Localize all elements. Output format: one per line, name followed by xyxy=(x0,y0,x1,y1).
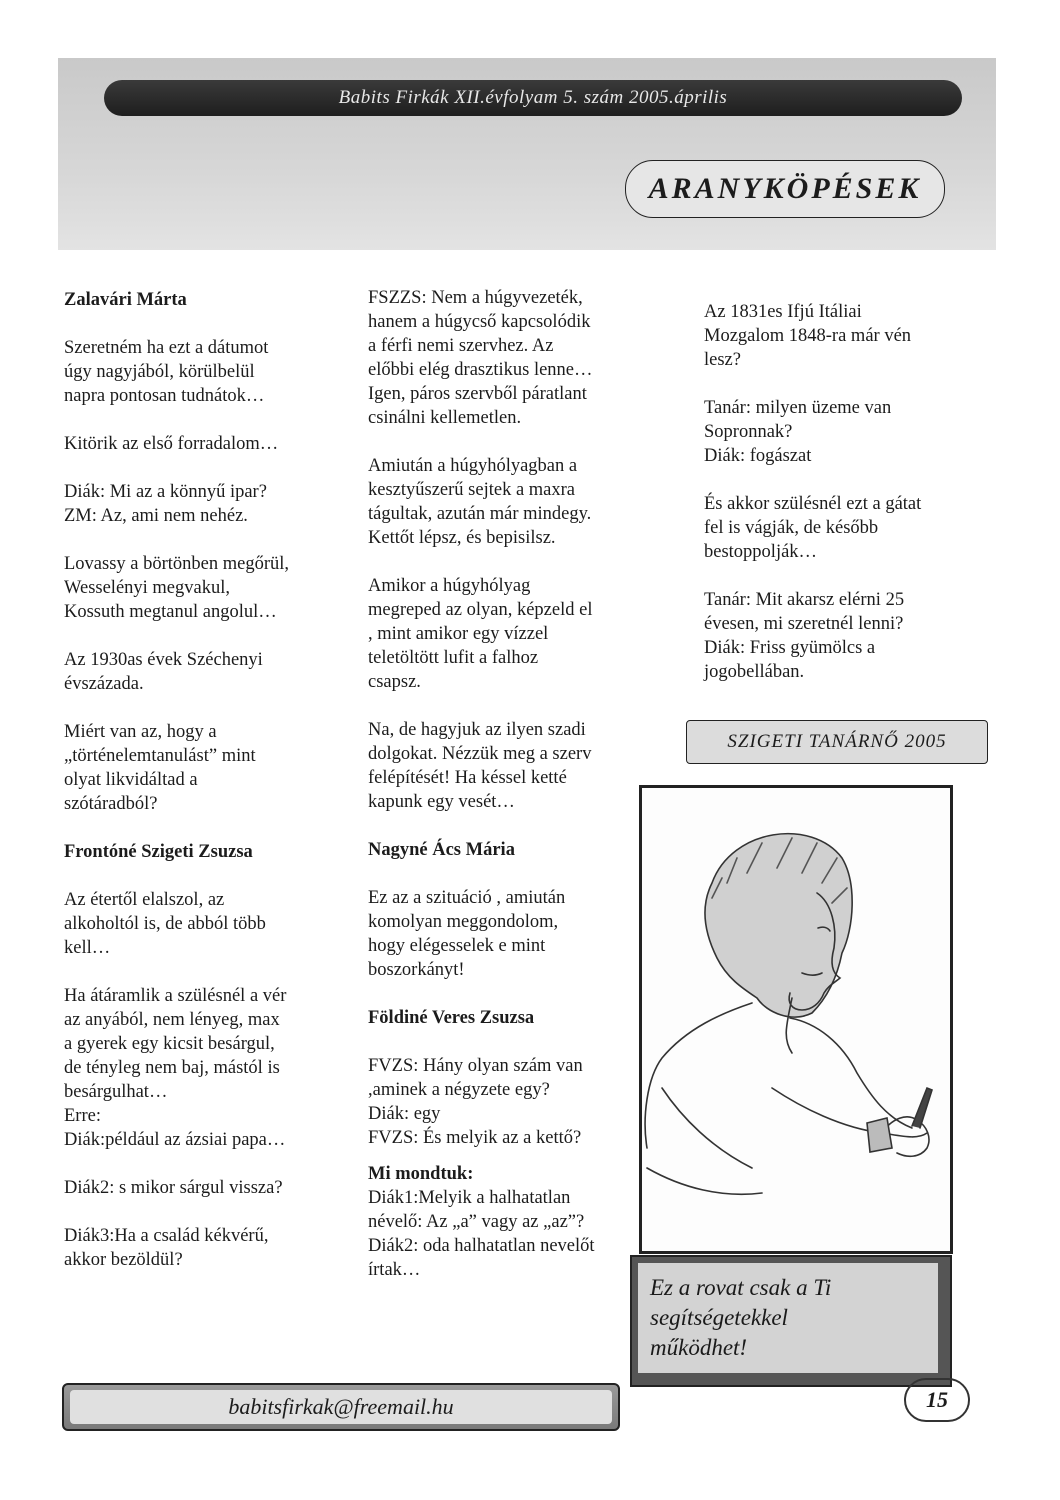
quote: Kitörik az első forradalom… xyxy=(64,434,279,454)
author-heading: Mi mondtuk: xyxy=(368,1164,474,1184)
column-middle xyxy=(368,286,638,1306)
quote: Ez az a szituáció , amiután komolyan meggondolom, hogy elégesselek e mint boszorkányt! xyxy=(368,888,566,980)
quote: Diák: Mi az a könnyű ipar? ZM: Az, ami nem nehéz. xyxy=(64,482,267,526)
author-heading: Nagyné Ács Mária xyxy=(368,840,515,860)
quote: Az 1930as évek Széchenyi évszázada. xyxy=(64,650,263,694)
quote: És akkor szülésnél ezt a gátat fel is vágják, de később bestoppolják… xyxy=(704,494,922,562)
quote: FSZZS: Nem a húgyvezeték, hanem a húgycső kapcsolódik a férfi nemi szervhez. Az előbbi elég drasztikus lenne… Igen, páros szervből páratlant csinálni kellemetlen. xyxy=(368,288,593,428)
author-heading: Földiné Veres Zsuzsa xyxy=(368,1008,535,1028)
contact-email[interactable]: babitsfirkak@freemail.hu xyxy=(70,1390,612,1424)
quote: Miért van az, hogy a „történelemtanulást” mint olyat likvidáltad a szótáradból? xyxy=(64,722,256,814)
quote: Tanár: Mit akarsz elérni 25 évesen, mi szeretnél lenni? Diák: Friss gyümölcs a jogobellában. xyxy=(704,590,905,682)
contribution-note xyxy=(638,1263,938,1373)
quote: Szeretném ha ezt a dátumot úgy nagyjából, körülbelül napra pontosan tudnátok… xyxy=(64,338,269,406)
author-heading: Frontóné Szigeti Zsuzsa xyxy=(64,842,253,862)
quote: Na, de hagyjuk az ilyen szadi dolgokat. Nézzük meg a szerv felépítését! Ha késsel ketté kapunk egy vesét… xyxy=(368,720,592,812)
quote: Ha átáramlik a szülésnél a vér az anyából, nem lényeg, max a gyerek egy kicsit besárgul, de tényleg nem baj, mástól is besárgulhat… Erre: Diák:például az ázsiai papa… xyxy=(64,986,287,1150)
column-right xyxy=(704,300,974,708)
column-left xyxy=(64,288,334,1296)
quote: Amiután a húgyhólyagban a kesztyűszerű sejtek a maxra tágultak, azután már mindegy. Kettőt lépsz, és bepisilsz. xyxy=(368,456,592,548)
quote: Az étertől elalszol, az alkoholtól is, de abból több kell… xyxy=(64,890,266,958)
quote: Diák1:Melyik a halhatatlan névelő: Az „a” vagy az „az”? Diák2: oda halhatatlan nevelőt írtak… xyxy=(368,1188,595,1280)
footer-email-bar xyxy=(62,1383,620,1431)
quote: Diák2: s mikor sárgul vissza? xyxy=(64,1178,283,1198)
caricature-drawing xyxy=(639,785,953,1254)
author-heading: Zalavári Márta xyxy=(64,290,187,310)
quote: Tanár: milyen üzeme van Sopronnak? Diák: fogászat xyxy=(704,398,892,466)
page-number: 15 xyxy=(904,1378,970,1422)
caricature-sketch xyxy=(642,788,950,1251)
contribution-note-frame xyxy=(630,1255,952,1387)
quote: Diák3:Ha a család kékvérű, akkor bezöldül? xyxy=(64,1226,269,1270)
caricature-caption: SZIGETI TANÁRNŐ 2005 xyxy=(686,720,988,764)
quote: FVZS: Hány olyan szám van ,aminek a négyzete egy? Diák: egy FVZS: És melyik az a kettő? xyxy=(368,1056,583,1148)
quote: Lovassy a börtönben megőrül, Wesselényi megvakul, Kossuth megtanul angolul… xyxy=(64,554,290,622)
page-title: ARANYKÖPÉSEK xyxy=(625,160,945,218)
quote: Az 1831es Ifjú Itáliai Mozgalom 1848-ra már vén lesz? xyxy=(704,302,912,370)
note-text: Ez a rovat csak a Ti segítségetekkel működhet! xyxy=(650,1275,832,1360)
issue-banner: Babits Firkák XII.évfolyam 5. szám 2005.április xyxy=(104,80,962,116)
quote: Amikor a húgyhólyag megreped az olyan, képzeld el , mint amikor egy vízzel teletöltött lufit a falhoz csapsz. xyxy=(368,576,593,692)
